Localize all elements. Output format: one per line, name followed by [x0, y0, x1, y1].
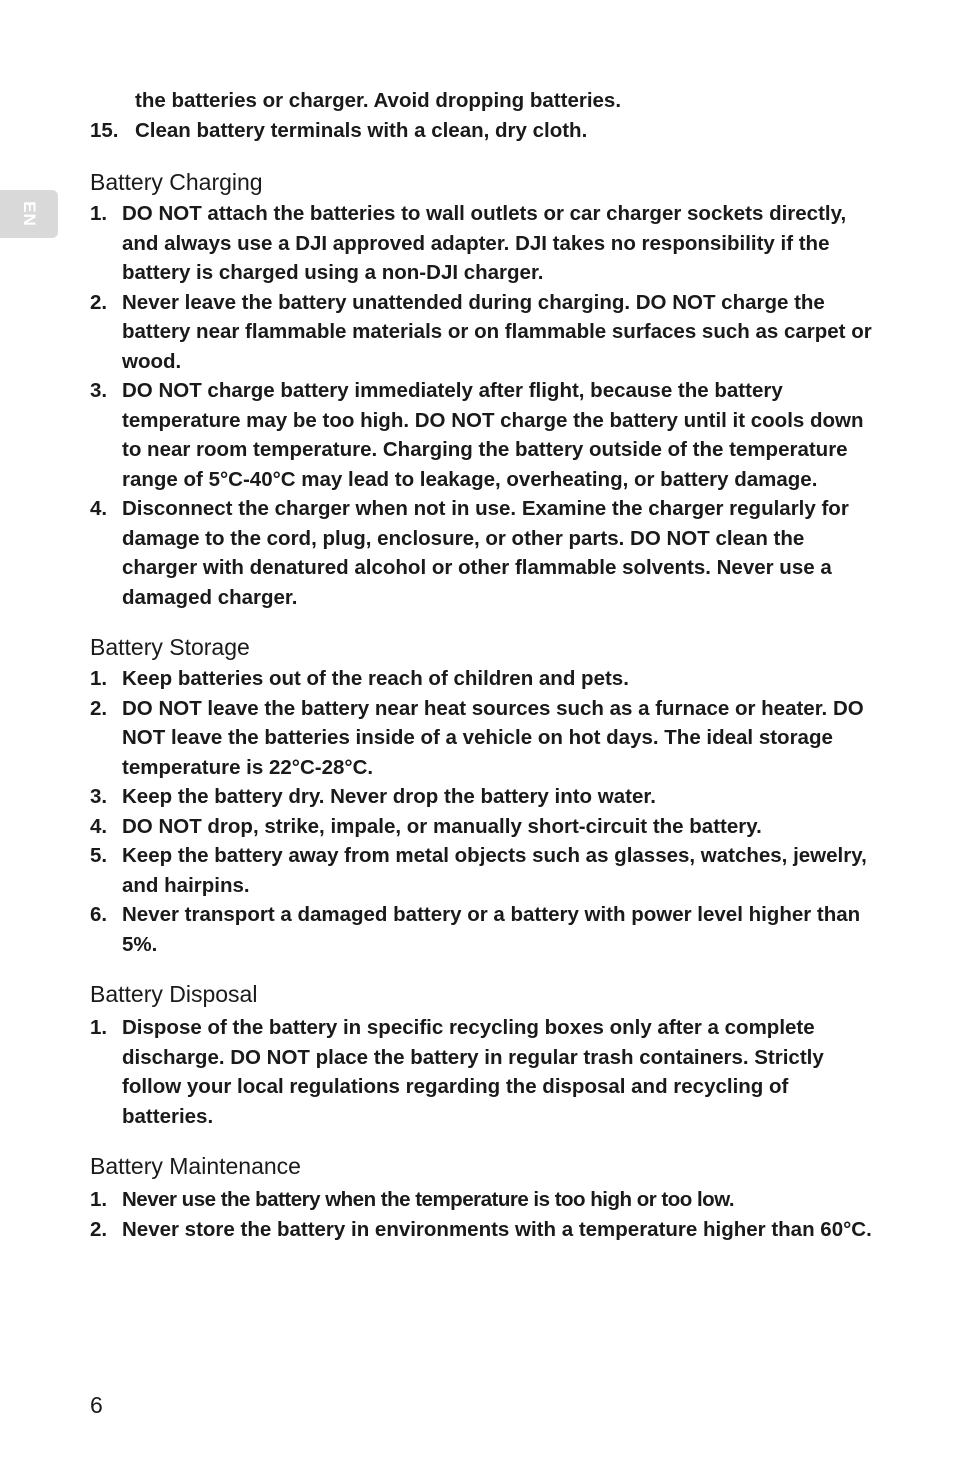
list-item	[90, 1013, 880, 1131]
item-text: DO NOT leave the battery near heat sources such as a furnace or heater. DO NOT leave the batteries inside of a vehicle on hot days. The ideal storage temperature is 22°C-28°C.	[122, 696, 864, 779]
list-item	[90, 288, 880, 377]
item-text: Keep batteries out of the reach of children and pets.	[122, 667, 629, 690]
list-item	[90, 1185, 880, 1215]
item-number: 1.	[90, 1016, 108, 1039]
item-text: Never transport a damaged battery or a battery with power level higher than 5%.	[122, 903, 861, 956]
item-number: 4.	[90, 814, 108, 838]
item-text: Never store the battery in environments with a temperature higher than 60°C.	[122, 1217, 872, 1241]
item-number: 5.	[90, 844, 108, 867]
storage-list	[90, 664, 880, 959]
continued-list	[90, 116, 880, 146]
continued-text: the batteries or charger. Avoid dropping batteries.	[135, 89, 622, 112]
item-text: Never leave the battery unattended during charging. DO NOT charge the battery near flammable materials or on flammable surfaces such as carpet or wood.	[122, 290, 872, 373]
item-text: Keep the battery away from metal objects such as glasses, watches, jewelry, and hairpins.	[122, 844, 867, 897]
item-number: 2.	[90, 696, 108, 720]
list-item	[90, 494, 880, 612]
list-item	[90, 812, 880, 842]
page-content	[90, 86, 880, 1244]
item-text: Never use the battery when the temperature is too high or too low.	[122, 1188, 735, 1211]
list-item	[90, 1215, 880, 1245]
item-number: 4.	[90, 497, 108, 520]
item-text: Disconnect the charger when not in use. Examine the charger regularly for damage to the cord, plug, enclosure, or other parts. DO NOT clean the charger with denatured alcohol or other flammable solvents. Never use a damaged charger.	[122, 497, 849, 609]
list-item	[90, 376, 880, 494]
item-text: Clean battery terminals with a clean, dry cloth.	[135, 118, 588, 142]
item-text: DO NOT charge battery immediately after flight, because the battery temperature may be too high. DO NOT charge the battery until it cools down to near room temperature. Charging the battery outside of the temperature range of 5°C-40°C may lead to leakage, overheating, or battery damage.	[122, 379, 864, 491]
language-tab-label: EN	[20, 201, 39, 227]
list-item	[90, 900, 880, 959]
disposal-list	[90, 1013, 880, 1131]
language-tab	[0, 190, 58, 238]
item-number: 2.	[90, 1217, 108, 1241]
item-text: DO NOT drop, strike, impale, or manually short-circuit the battery.	[122, 814, 762, 838]
item-number: 3.	[90, 379, 108, 402]
page-number: 6	[90, 1392, 103, 1418]
list-item	[90, 782, 880, 812]
section-title-storage: Battery Storage	[90, 634, 250, 660]
list-item	[90, 694, 880, 783]
item-number: 1.	[90, 667, 108, 690]
item-text: DO NOT attach the batteries to wall outlets or car charger sockets directly, and always use a DJI approved adapter. DJI takes no responsibility if the battery is charged using a non-DJI charger.	[122, 202, 847, 284]
list-item	[90, 199, 880, 288]
charging-list	[90, 199, 880, 612]
item-number: 15.	[90, 118, 119, 142]
item-number: 1.	[90, 202, 108, 225]
item-number: 6.	[90, 903, 108, 926]
item-number: 2.	[90, 290, 108, 314]
item-text: Dispose of the battery in specific recycling boxes only after a complete discharge. DO NOT place the battery in regular trash containers. Strictly follow your local regulations regarding the disposal and recycling of batteries.	[122, 1016, 824, 1128]
item-number: 3.	[90, 785, 108, 808]
list-item	[90, 841, 880, 900]
section-title-charging: Battery Charging	[90, 169, 263, 195]
section-title-maintenance: Battery Maintenance	[90, 1153, 301, 1179]
item-number: 1.	[90, 1188, 108, 1211]
item-text: Keep the battery dry. Never drop the battery into water.	[122, 785, 656, 808]
maintenance-list	[90, 1185, 880, 1244]
list-item	[90, 116, 880, 146]
section-title-disposal: Battery Disposal	[90, 981, 258, 1007]
list-item	[90, 664, 880, 694]
